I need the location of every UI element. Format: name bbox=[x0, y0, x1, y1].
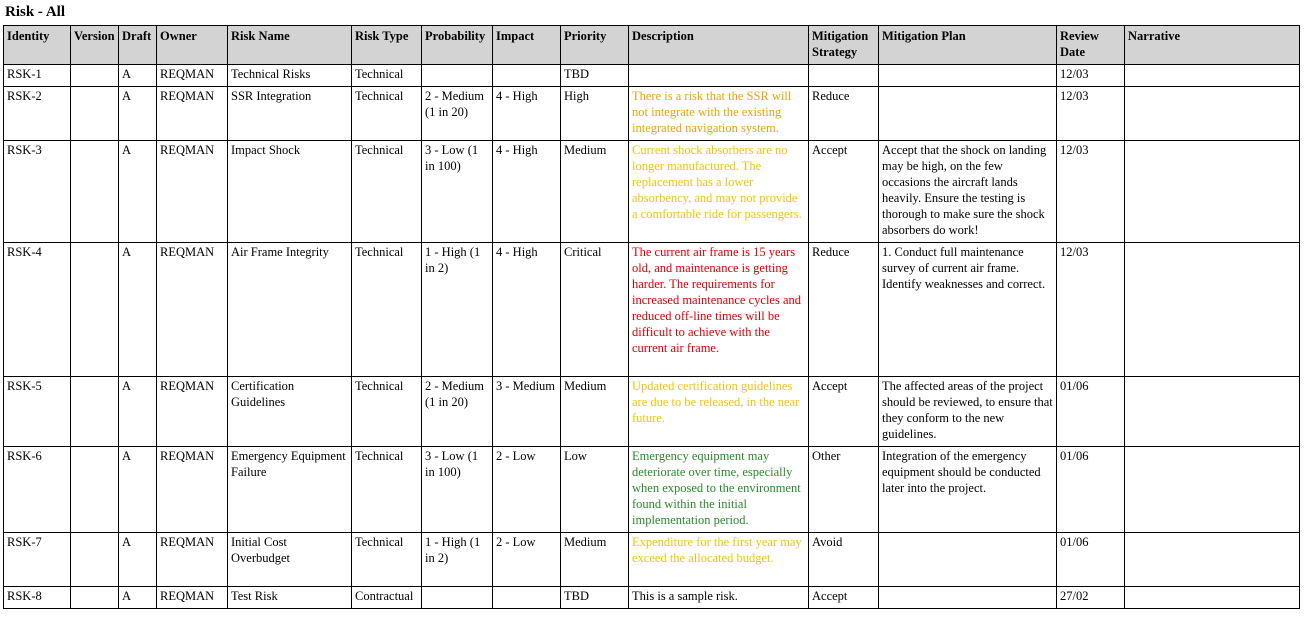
owner-cell: REQMAN bbox=[157, 65, 228, 87]
col-header-review-date[interactable]: Review Date bbox=[1057, 25, 1125, 65]
mitigation-plan-cell: Accept that the shock on landing may be high, on the few occasions the aircraft lands heavily. Ensure the testing is thorough to make sure the shock absorbers do work! bbox=[879, 141, 1057, 243]
mitigation-strategy-cell: Accept bbox=[809, 377, 879, 447]
mitigation-strategy-cell: Avoid bbox=[809, 533, 879, 587]
probability-cell: 3 - Low (1 in 100) bbox=[422, 141, 493, 243]
version-cell bbox=[71, 447, 119, 533]
impact-cell bbox=[493, 587, 561, 609]
impact-cell: 4 - High bbox=[493, 141, 561, 243]
col-header-mitigation-strategy[interactable]: Mitigation Strategy bbox=[809, 25, 879, 65]
priority-cell: Medium bbox=[561, 377, 629, 447]
col-header-narrative[interactable]: Narrative bbox=[1125, 25, 1300, 65]
mitigation-plan-cell bbox=[879, 65, 1057, 87]
review-date-cell: 12/03 bbox=[1057, 243, 1125, 377]
description-cell: The current air frame is 15 years old, and maintenance is getting harder. The requirements for increased maintenance cycles and reduced off-line times will be difficult to achieve with the current air frame. bbox=[629, 243, 809, 377]
impact-cell: 2 - Low bbox=[493, 447, 561, 533]
probability-cell bbox=[422, 587, 493, 609]
mitigation-strategy-cell: Reduce bbox=[809, 87, 879, 141]
owner-cell: REQMAN bbox=[157, 447, 228, 533]
col-header-owner[interactable]: Owner bbox=[157, 25, 228, 65]
draft-cell: A bbox=[119, 533, 157, 587]
table-row[interactable] bbox=[3, 587, 1300, 609]
impact-cell: 2 - Low bbox=[493, 533, 561, 587]
col-header-draft[interactable]: Draft bbox=[119, 25, 157, 65]
description-cell: This is a sample risk. bbox=[629, 587, 809, 609]
impact-cell: 4 - High bbox=[493, 243, 561, 377]
risk-name-cell: SSR Integration bbox=[228, 87, 352, 141]
version-cell bbox=[71, 65, 119, 87]
probability-cell: 2 - Medium (1 in 20) bbox=[422, 87, 493, 141]
mitigation-plan-cell: 1. Conduct full maintenance survey of current air frame. Identify weaknesses and correct. bbox=[879, 243, 1057, 377]
narrative-cell bbox=[1125, 377, 1300, 447]
priority-cell: TBD bbox=[561, 65, 629, 87]
probability-cell: 1 - High (1 in 2) bbox=[422, 243, 493, 377]
priority-cell: Medium bbox=[561, 533, 629, 587]
mitigation-plan-cell bbox=[879, 533, 1057, 587]
risk-type-cell: Technical bbox=[352, 65, 422, 87]
narrative-cell bbox=[1125, 87, 1300, 141]
risk-table bbox=[3, 25, 1300, 609]
mitigation-strategy-cell: Accept bbox=[809, 587, 879, 609]
col-header-description[interactable]: Description bbox=[629, 25, 809, 65]
mitigation-strategy-cell: Accept bbox=[809, 141, 879, 243]
probability-cell: 3 - Low (1 in 100) bbox=[422, 447, 493, 533]
identity-cell: RSK-8 bbox=[3, 587, 71, 609]
risk-type-cell: Technical bbox=[352, 141, 422, 243]
impact-cell: 3 - Medium bbox=[493, 377, 561, 447]
narrative-cell bbox=[1125, 533, 1300, 587]
table-row[interactable] bbox=[3, 377, 1300, 447]
risk-type-cell: Technical bbox=[352, 243, 422, 377]
priority-cell: Critical bbox=[561, 243, 629, 377]
col-header-version[interactable]: Version bbox=[71, 25, 119, 65]
version-cell bbox=[71, 141, 119, 243]
version-cell bbox=[71, 587, 119, 609]
header-row bbox=[3, 25, 1300, 65]
draft-cell: A bbox=[119, 587, 157, 609]
narrative-cell bbox=[1125, 243, 1300, 377]
col-header-mitigation-plan[interactable]: Mitigation Plan bbox=[879, 25, 1057, 65]
owner-cell: REQMAN bbox=[157, 141, 228, 243]
probability-cell: 2 - Medium (1 in 20) bbox=[422, 377, 493, 447]
table-row[interactable] bbox=[3, 141, 1300, 243]
table-row[interactable] bbox=[3, 447, 1300, 533]
priority-cell: Medium bbox=[561, 141, 629, 243]
draft-cell: A bbox=[119, 447, 157, 533]
risk-type-cell: Technical bbox=[352, 533, 422, 587]
review-date-cell: 01/06 bbox=[1057, 447, 1125, 533]
risk-name-cell: Technical Risks bbox=[228, 65, 352, 87]
risk-type-cell: Technical bbox=[352, 87, 422, 141]
table-row[interactable] bbox=[3, 533, 1300, 587]
draft-cell: A bbox=[119, 141, 157, 243]
risk-type-cell: Contractual bbox=[352, 587, 422, 609]
table-row[interactable] bbox=[3, 65, 1300, 87]
mitigation-plan-cell: Integration of the emergency equipment should be conducted later into the project. bbox=[879, 447, 1057, 533]
probability-cell bbox=[422, 65, 493, 87]
draft-cell: A bbox=[119, 65, 157, 87]
owner-cell: REQMAN bbox=[157, 587, 228, 609]
risk-name-cell: Air Frame Integrity bbox=[228, 243, 352, 377]
col-header-identity[interactable]: Identity bbox=[3, 25, 71, 65]
owner-cell: REQMAN bbox=[157, 87, 228, 141]
risk-name-cell: Test Risk bbox=[228, 587, 352, 609]
narrative-cell bbox=[1125, 447, 1300, 533]
review-date-cell: 12/03 bbox=[1057, 65, 1125, 87]
col-header-impact[interactable]: Impact bbox=[493, 25, 561, 65]
description-cell: Emergency equipment may deteriorate over time, especially when exposed to the environment found within the initial implementation period. bbox=[629, 447, 809, 533]
description-cell: There is a risk that the SSR will not integrate with the existing integrated navigation system. bbox=[629, 87, 809, 141]
mitigation-strategy-cell: Other bbox=[809, 447, 879, 533]
review-date-cell: 12/03 bbox=[1057, 87, 1125, 141]
impact-cell bbox=[493, 65, 561, 87]
draft-cell: A bbox=[119, 87, 157, 141]
mitigation-plan-cell bbox=[879, 587, 1057, 609]
version-cell bbox=[71, 533, 119, 587]
risk-name-cell: Impact Shock bbox=[228, 141, 352, 243]
identity-cell: RSK-7 bbox=[3, 533, 71, 587]
version-cell bbox=[71, 87, 119, 141]
narrative-cell bbox=[1125, 65, 1300, 87]
table-row[interactable] bbox=[3, 243, 1300, 377]
review-date-cell: 12/03 bbox=[1057, 141, 1125, 243]
priority-cell: Low bbox=[561, 447, 629, 533]
description-cell: Current shock absorbers are no longer manufactured. The replacement has a lower absorbency, and may not provide a comfortable ride for passengers. bbox=[629, 141, 809, 243]
version-cell bbox=[71, 377, 119, 447]
identity-cell: RSK-3 bbox=[3, 141, 71, 243]
narrative-cell bbox=[1125, 587, 1300, 609]
priority-cell: High bbox=[561, 87, 629, 141]
draft-cell: A bbox=[119, 243, 157, 377]
description-cell: Expenditure for the first year may exceed the allocated budget. bbox=[629, 533, 809, 587]
identity-cell: RSK-4 bbox=[3, 243, 71, 377]
impact-cell: 4 - High bbox=[493, 87, 561, 141]
draft-cell: A bbox=[119, 377, 157, 447]
col-header-risk-type[interactable]: Risk Type bbox=[352, 25, 422, 65]
table-row[interactable] bbox=[3, 87, 1300, 141]
probability-cell: 1 - High (1 in 2) bbox=[422, 533, 493, 587]
risk-name-cell: Emergency Equipment Failure bbox=[228, 447, 352, 533]
review-date-cell: 01/06 bbox=[1057, 533, 1125, 587]
version-cell bbox=[71, 243, 119, 377]
mitigation-plan-cell: The affected areas of the project should be reviewed, to ensure that they conform to the new guidelines. bbox=[879, 377, 1057, 447]
identity-cell: RSK-2 bbox=[3, 87, 71, 141]
identity-cell: RSK-5 bbox=[3, 377, 71, 447]
review-date-cell: 27/02 bbox=[1057, 587, 1125, 609]
risk-name-cell: Certification Guidelines bbox=[228, 377, 352, 447]
identity-cell: RSK-6 bbox=[3, 447, 71, 533]
risk-type-cell: Technical bbox=[352, 377, 422, 447]
description-cell bbox=[629, 65, 809, 87]
risk-name-cell: Initial Cost Overbudget bbox=[228, 533, 352, 587]
description-cell: Updated certification guidelines are due to be released, in the near future. bbox=[629, 377, 809, 447]
col-header-risk-name[interactable]: Risk Name bbox=[228, 25, 352, 65]
page-title: Risk - All bbox=[5, 4, 66, 20]
risk-type-cell: Technical bbox=[352, 447, 422, 533]
identity-cell: RSK-1 bbox=[3, 65, 71, 87]
owner-cell: REQMAN bbox=[157, 377, 228, 447]
col-header-priority[interactable]: Priority bbox=[561, 25, 629, 65]
owner-cell: REQMAN bbox=[157, 243, 228, 377]
owner-cell: REQMAN bbox=[157, 533, 228, 587]
col-header-probability[interactable]: Probability bbox=[422, 25, 493, 65]
mitigation-strategy-cell bbox=[809, 65, 879, 87]
priority-cell: TBD bbox=[561, 587, 629, 609]
narrative-cell bbox=[1125, 141, 1300, 243]
review-date-cell: 01/06 bbox=[1057, 377, 1125, 447]
mitigation-strategy-cell: Reduce bbox=[809, 243, 879, 377]
mitigation-plan-cell bbox=[879, 87, 1057, 141]
